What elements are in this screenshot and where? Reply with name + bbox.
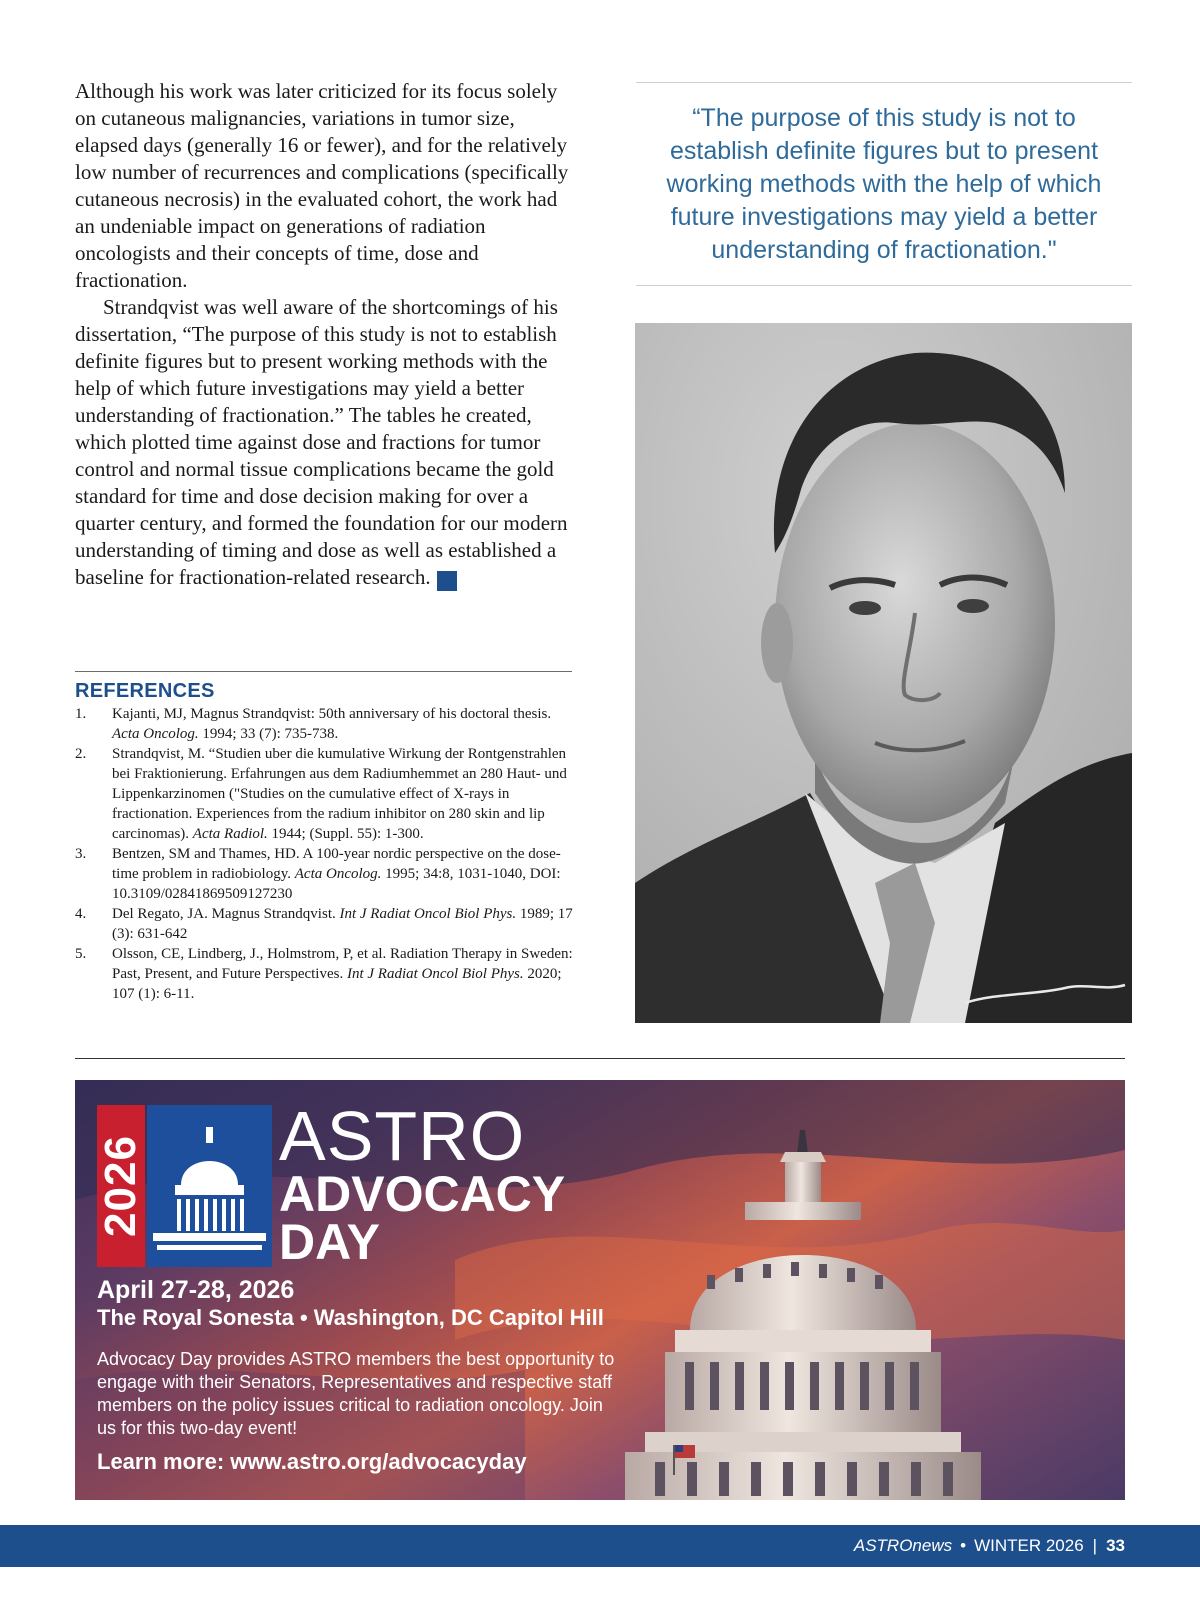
- references-divider: [75, 671, 572, 672]
- article-paragraph-2-text: Strandqvist was well aware of the shortcomings of his dissertation, “The purpose of this study is not to establish definite figures but to present working methods with the help of which future investigations may yield a better understanding of fractionation.” The tables he created, which plotted time against dose and fractions for tumor control and normal tissue complications became the gold standard for time and dose decision making for over a quarter century, and formed the foundation for our modern understanding of timing and dose as well as established a baseline for fractionation-related research.: [75, 295, 568, 589]
- advocacy-day-ad[interactable]: [75, 1080, 1125, 1500]
- references-list: [75, 704, 575, 1004]
- section-divider: [75, 1058, 1125, 1059]
- capitol-building-illustration: [595, 1100, 1015, 1500]
- capitol-dome-icon: [147, 1105, 272, 1267]
- page-footer: [0, 1525, 1200, 1567]
- ad-title-advocacy: ADVOCACY: [279, 1166, 566, 1222]
- ad-event-venue: The Royal Sonesta • Washington, DC Capitol Hill: [97, 1305, 604, 1330]
- footer-bullet: •: [960, 1536, 967, 1555]
- footer-folio: [854, 1525, 1125, 1567]
- journal-title: Acta Radiol.: [192, 826, 268, 842]
- ad-title-astro: ASTRO: [279, 1097, 526, 1175]
- ad-description: Advocacy Day provides ASTRO members the best opportunity to engage with their Senators, Representatives and respective staff members on the policy issues critical to radiation oncology. Join us for this two-day event!: [97, 1349, 615, 1438]
- reference-item: 2. Strandqvist, M. “Studien uber die kumulative Wirkung der Rontgenstrahlen bei Fraktionierung. Erfahrungen aus dem Radiumhemmet an 280 Haut- und Lippenkarzinomen ("Studies on the cumulative effect of X-rays in fractionation. Experiences from the radium inhibitor on 280 skin and lip carcinomas). Acta Radiol. 1944; (Suppl. 55): 1-300.: [75, 746, 567, 842]
- journal-title: Acta Oncolog.: [112, 726, 199, 742]
- year-band: [97, 1105, 145, 1267]
- reference-item: 1. Kajanti, MJ, Magnus Strandqvist: 50th anniversary of his doctoral thesis. Acta Oncolog. 1994; 33 (7): 735-738.: [75, 706, 552, 742]
- journal-title: Int J Radiat Oncol Biol Phys.: [346, 966, 524, 982]
- reference-item: 5. Olsson, CE, Lindberg, J., Holmstrom, P, et al. Radiation Therapy in Sweden: Past, Present, and Future Perspectives. Int J Radiat Oncol Biol Phys. 2020; 107 (1): 6-11.: [75, 946, 573, 1002]
- article-paragraph-2: [75, 294, 575, 591]
- capitol-logo-icon: [147, 1105, 272, 1267]
- portrait-illustration: [635, 323, 1132, 1023]
- footer-issue: WINTER 2026: [974, 1536, 1084, 1555]
- ad-year: 2026: [96, 1135, 146, 1237]
- portrait-photo: [635, 323, 1132, 1023]
- reference-item: 3. Bentzen, SM and Thames, HD. A 100-year nordic perspective on the dose-time problem in radiobiology. Acta Oncolog. 1995; 34:8, 1031-1040, DOI: 10.3109/02841869509127230: [75, 846, 561, 902]
- reference-item: 4. Del Regato, JA. Magnus Strandqvist. Int J Radiat Oncol Biol Phys. 1989; 17 (3): 631-642: [75, 906, 573, 942]
- pull-quote: [636, 82, 1132, 286]
- article-body: [75, 78, 575, 591]
- ad-title-day: DAY: [279, 1214, 380, 1270]
- astro-end-mark-icon: A: [437, 571, 457, 591]
- journal-title: Acta Oncolog.: [294, 866, 382, 882]
- journal-title: Int J Radiat Oncol Biol Phys.: [339, 906, 517, 922]
- footer-publication: ASTROnews: [853, 1536, 953, 1555]
- ad-learn-more-link[interactable]: Learn more: www.astro.org/advocacyday: [97, 1449, 527, 1474]
- footer-page-number: 33: [1106, 1536, 1125, 1555]
- references-heading: REFERENCES: [75, 680, 215, 702]
- ad-event-dates: April 27-28, 2026: [97, 1276, 295, 1304]
- article-paragraph-1: Although his work was later criticized for its focus solely on cutaneous malignancies, variations in tumor size, elapsed days (generally 16 or fewer), and for the relatively low number of recurrences and complications (specifically cutaneous necrosis) in the evaluated cohort, the work had an undeniable impact on generations of radiation oncologists and their concepts of time, dose and fractionation.: [75, 79, 569, 292]
- pull-quote-text: “The purpose of this study is not to establish definite figures but to present working methods with the help of which future investigations may yield a better understanding of fractionation.": [666, 103, 1102, 264]
- footer-divider: |: [1092, 1536, 1098, 1555]
